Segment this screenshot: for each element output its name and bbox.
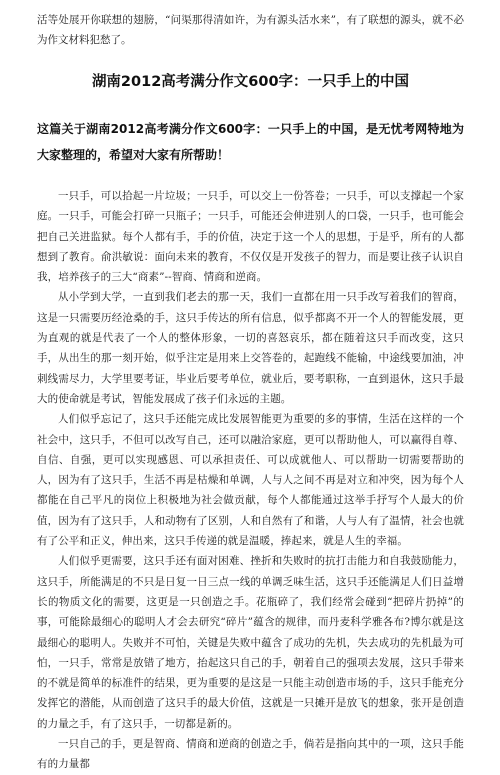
body-paragraph-1: 一只手，可以拾起一片垃圾；一只手，可以交上一份答卷；一只手，可以支撑起一个家庭。一只手，可能会打碎一只瓶子；一只手，可能还会伸进别人的口袋，一只手，也可能会把自己关进监狱。每个人都有手，手的价值，决定于这一个人的思想，于是乎，所有的人都想到了教育。俞洪敏说：面向未来的教育，不仅仅是开发孩子的智力，而是要让孩子认识自我，培养孩子的三大“商素”--智商、情商和逆商。 [37,190,464,284]
intro-paragraph: 活等处展开你联想的翅膀，“问渠那得清如许，为有源头活水来”，有了联想的源头，就不必为作文材料犯愁了。 [37,14,464,46]
body-paragraph-5: 一只自己的手，更是智商、情商和逆商的创造之手，倘若是指向其中的一项，这只手能有的力量都 [37,738,464,771]
article-summary: 这篇关于湖南2012高考满分作文600字：一只手上的中国，是无忧考网特地为大家整理的，希望对大家有所帮助！ [37,122,464,162]
body-paragraph-4: 人们似乎更需要，这只手还有面对困难、挫折和失败时的抗打击能力和自我鼓励能力，这只手，所能满足的不只是日复一日三点一线的单调乏味生活，这只手还能满足人们日益增长的物质文化的需要，这更是一只创造之手。花瓶碎了，我们经常会碰到“把碎片扔掉”的事，可能除最细心的聪明人才会去研究“碎片”蕴含的规律，而丹麦科学雅各布?博尔就是这最细心的聪明人。失败并不可怕，关键是失败中蕴含了成功的先机，失去成功的先机最为可怕，一只手，常常是放错了地方，抬起这只自己的手，朝着自己的强项去发展，这只手带来的不就是简单的标准件的结果，更为重要的是这是一只能主动创造市场的手，这只手能充分发挥它的潜能，从而创造了这只手的最大价值，这就是一只摊开是放飞的想象，张开是创造的力量之手，有了这只手，一切都是新的。 [37,555,464,730]
body-paragraph-2: 从小学到大学，一直到我们老去的那一天，我们一直都在用一只手改写着我们的智商，这是一只需要历经沧桑的手，这只手传达的所有信息，似乎都离不开一个人的智能发展，更为直观的就是代表了一个人的整体形象，一切的喜怒哀乐，都在随着这只手而改变，这只手，从出生的那一刻开始，似乎注定是用来上交答卷的，起跑线不能输，中途线要加油，冲刺线需尽力，大学里要考证，毕业后要考单位，就业后，要考职称，一直到退休，这只手最大的使命就是考试，智能发展成了孩子们永远的主题。 [37,291,464,405]
article-title: 湖南2012高考满分作文600字：一只手上的中国 [91,74,410,90]
article-body [37,186,464,775]
body-paragraph-3: 人们似乎忘记了，这只手还能完成比发展智能更为重要的多的事情，生活在这样的一个社会中，这只手，不但可以改写自己，还可以融洽家庭，更可以帮助他人，可以赢得自尊、自信、自强，更可以实现感恩、可以承担责任、可以成就他人、可以帮助一切需要帮助的人，因为有了这只手，生活不再是枯燥和单调，人与人之间不再是对立和冲突，因为每个人都能在自己平凡的岗位上积极地为社会做贡献，每个人都能通过这举手抒写个人最大的价值，因为有了这只手，人和动物有了区别，人和自然有了和谐，人与人有了温情，社会也就有了公平和正义，伸出来，这只手传递的就是温暖，捧起来，就是人生的幸福。 [37,413,464,548]
